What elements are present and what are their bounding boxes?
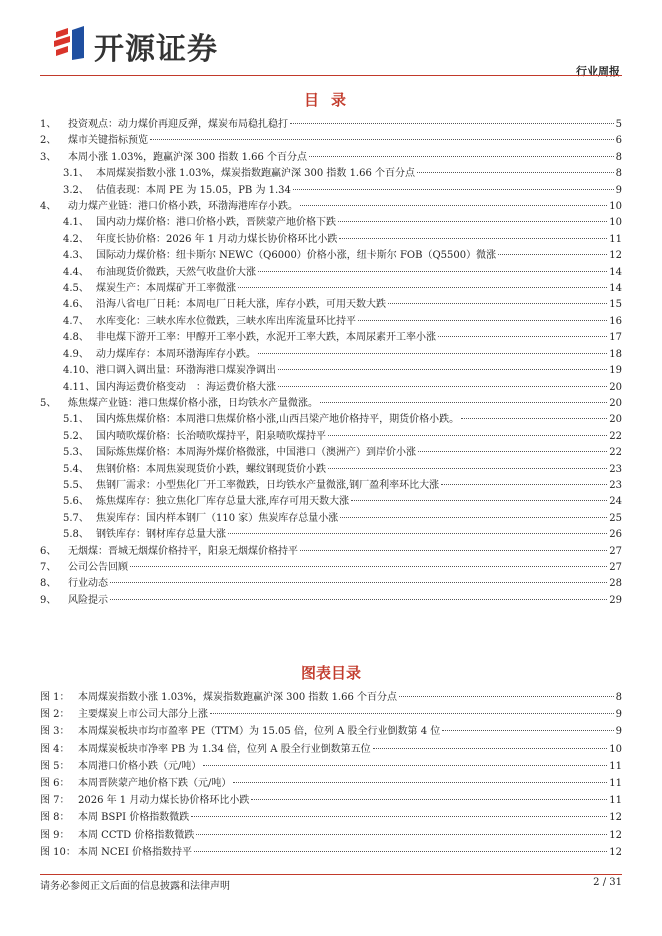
figure-entry[interactable] — [40, 775, 622, 792]
entry-page: 9 — [615, 726, 622, 738]
entry-page: 5 — [615, 119, 622, 130]
entry-number: 8、 — [40, 578, 57, 590]
entry-number: 5.6、 — [63, 496, 89, 508]
toc-entry[interactable] — [40, 494, 622, 510]
entry-number: 5.7、 — [63, 512, 89, 524]
entry-number: 5.1、 — [63, 414, 89, 426]
entry-page: 11 — [609, 233, 622, 245]
entry-number: 图 8： — [40, 812, 70, 824]
entry-page: 9 — [615, 709, 622, 721]
leader-dots — [238, 287, 607, 288]
entry-text: 炼焦煤产业链：港口焦煤价格小涨，日均铁水产量微涨。 — [68, 397, 318, 409]
entry-text: 公司公告回顾 — [68, 561, 128, 573]
toc-entry[interactable] — [40, 412, 622, 428]
entry-text: 焦钢价格：本周焦炭现货价小跌，螺纹钢现货价小跌 — [96, 463, 326, 475]
toc-entry[interactable] — [40, 150, 622, 166]
entry-text: 2026 年 1 月动力煤长协价格环比小跌 — [78, 795, 250, 807]
leader-dots — [300, 205, 607, 206]
leader-dots — [194, 851, 607, 852]
entry-page: 27 — [609, 545, 622, 557]
entry-page: 28 — [609, 578, 622, 590]
toc-list — [40, 117, 622, 609]
entry-text: 本周煤炭指数小涨 1.03%，煤炭指数跑赢沪深 300 指数 1.66 个百分点 — [96, 168, 416, 180]
entry-page: 16 — [609, 315, 622, 327]
entry-page: 24 — [609, 496, 622, 508]
footer-divider — [40, 874, 622, 875]
toc-title: 目录 — [303, 91, 358, 109]
entry-number: 4.8、 — [63, 332, 89, 344]
entry-page: 12 — [609, 812, 622, 824]
entry-number: 5.3、 — [63, 447, 89, 459]
entry-text: 水库变化：三峡水库水位微跌，三峡水库出库流量环比持平 — [96, 315, 356, 327]
entry-number: 图 9： — [40, 829, 70, 841]
toc-entry[interactable] — [40, 232, 622, 248]
entry-page: 11 — [609, 777, 622, 789]
entry-number: 图 10： — [40, 846, 76, 858]
figure-entry[interactable] — [40, 741, 622, 758]
report-type-label: 行业周报 — [576, 65, 620, 78]
toc-entry[interactable] — [40, 133, 622, 149]
entry-text: 沿海八省电厂日耗：本周电厂日耗大涨，库存小跌，可用天数大跌 — [96, 299, 386, 311]
entry-number: 4、 — [40, 201, 57, 213]
page-number: 2 / 31 — [593, 877, 622, 888]
entry-number: 3.2、 — [63, 184, 89, 196]
toc-entry[interactable] — [40, 281, 622, 297]
entry-number: 5、 — [40, 397, 57, 409]
entry-text: 煤市关键指标预览 — [68, 135, 148, 147]
leader-dots — [196, 834, 607, 835]
toc-entry[interactable] — [40, 166, 622, 182]
entry-text: 主要煤炭上市公司大部分上涨 — [78, 709, 208, 721]
entry-number: 4.9、 — [63, 348, 89, 360]
entry-number: 3.1、 — [63, 168, 89, 180]
entry-text: 国际动力煤价格：纽卡斯尔 NEWC（Q6000）价格小涨，纽卡斯尔 FOB（Q5500）微涨 — [96, 250, 497, 262]
leader-dots — [278, 386, 607, 387]
entry-number: 图 3： — [40, 726, 70, 738]
entry-number: 6、 — [40, 545, 57, 557]
entry-text: 本周晋陕蒙产地价格下跌（元/吨） — [78, 777, 232, 789]
entry-page: 8 — [615, 168, 622, 180]
entry-number: 4.5、 — [63, 283, 89, 295]
figure-index-title: 图表目录 — [300, 664, 361, 682]
entry-text: 本周煤炭指数小涨 1.03%，煤炭指数跑赢沪深 300 指数 1.66 个百分点 — [78, 692, 398, 703]
leader-dots — [358, 320, 607, 321]
leader-dots — [210, 713, 614, 714]
entry-page: 12 — [609, 846, 622, 858]
entry-number: 图 5： — [40, 760, 70, 772]
entry-page: 9 — [615, 184, 622, 196]
toc-entry[interactable] — [40, 462, 622, 478]
entry-text: 风险提示 — [68, 594, 108, 606]
leader-dots — [258, 271, 607, 272]
entry-number: 4.1、 — [63, 217, 89, 229]
entry-number: 5.8、 — [63, 529, 89, 541]
entry-number: 图 1： — [40, 692, 70, 703]
entry-text: 动力煤产业链：港口价格小跌，环渤海港库存小跌。 — [68, 201, 298, 213]
entry-page: 20 — [609, 381, 622, 393]
entry-text: 焦钢厂需求：小型焦化厂开工率微跌，日均铁水产量微涨,钢厂盈利率环比大涨 — [96, 479, 440, 491]
leader-dots — [110, 599, 607, 600]
leader-dots — [441, 484, 607, 485]
entry-number: 4.7、 — [63, 315, 89, 327]
toc-entry[interactable] — [40, 363, 622, 379]
entry-page: 10 — [609, 217, 622, 229]
entry-page: 10 — [609, 201, 622, 213]
entry-number: 图 4： — [40, 743, 70, 755]
leader-dots — [320, 402, 607, 403]
entry-text: 行业动态 — [68, 578, 108, 590]
toc-entry[interactable] — [40, 560, 622, 576]
figure-entry[interactable] — [40, 758, 622, 775]
entry-text: 年度长协价格：2026 年 1 月动力煤长协价格环比小跌 — [96, 233, 338, 245]
entry-text: 估值表现：本周 PE 为 15.05，PB 为 1.34 — [96, 184, 291, 196]
entry-text: 本周煤炭板块市均市盈率 PE（TTM）为 15.05 倍，位列 A 股全行业倒数第 4 位 — [78, 726, 441, 738]
toc-entry[interactable] — [40, 330, 622, 346]
entry-page: 6 — [615, 135, 622, 147]
figure-entry[interactable] — [40, 689, 622, 706]
leader-dots — [233, 782, 607, 783]
leader-dots — [150, 139, 614, 140]
entry-page: 29 — [609, 594, 622, 606]
leader-dots — [498, 254, 607, 255]
entry-number: 3、 — [40, 151, 57, 163]
leader-dots — [340, 517, 607, 518]
leader-dots — [300, 550, 607, 551]
entry-number: 图 7： — [40, 795, 70, 807]
leader-dots — [203, 765, 607, 766]
leader-dots — [461, 418, 607, 419]
entry-page: 10 — [609, 743, 622, 755]
entry-text: 煤炭生产：本周煤矿开工率微涨 — [96, 283, 236, 295]
entry-text: 国内海运费价格变动 ：海运费价格大涨 — [96, 381, 276, 393]
entry-number: 2、 — [40, 135, 57, 147]
leader-dots — [278, 369, 607, 370]
entry-page: 11 — [609, 760, 622, 772]
leader-dots — [339, 238, 607, 239]
page-header — [40, 12, 622, 76]
leader-dots — [191, 816, 607, 817]
leader-dots — [328, 468, 607, 469]
entry-number: 4.4、 — [63, 266, 89, 278]
figure-entry[interactable] — [40, 792, 622, 809]
entry-number: 5.4、 — [63, 463, 89, 475]
toc-entry[interactable] — [40, 445, 622, 461]
leader-dots — [399, 696, 614, 697]
entry-text: 布油现货价微跌，天然气收盘价大涨 — [96, 266, 256, 278]
toc-entry[interactable] — [40, 593, 622, 609]
entry-page: 20 — [609, 397, 622, 409]
toc-entry[interactable] — [40, 248, 622, 264]
entry-text: 焦炭库存：国内样本钢厂（110 家）焦炭库存总量小涨 — [96, 512, 339, 524]
leader-dots — [228, 533, 607, 534]
entry-page: 27 — [609, 561, 622, 573]
logo-text: 开源证券 — [94, 32, 218, 67]
figure-entry[interactable] — [40, 723, 622, 740]
header-divider — [40, 75, 622, 76]
entry-text: 无烟煤：晋城无烟煤价格持平，阳泉无烟煤价格持平 — [68, 545, 298, 557]
figure-entry[interactable] — [40, 706, 622, 723]
entry-text: 本周 NCEI 价格指数持平 — [78, 846, 193, 858]
leader-dots — [351, 500, 607, 501]
entry-text: 本周 CCTD 价格指数微跌 — [78, 829, 195, 841]
entry-page: 12 — [609, 250, 622, 262]
toc-entry[interactable] — [40, 511, 622, 527]
entry-page: 20 — [609, 414, 622, 426]
entry-text: 投资观点：动力煤价再迎反弹，煤炭布局稳扎稳打 — [68, 119, 288, 130]
entry-number: 4.2、 — [63, 233, 89, 245]
toc-entry[interactable] — [40, 544, 622, 560]
toc-entry[interactable] — [40, 265, 622, 281]
toc-entry[interactable] — [40, 117, 622, 133]
leader-dots — [258, 353, 607, 354]
entry-text: 本周 BSPI 价格指数微跌 — [78, 812, 190, 824]
entry-page: 8 — [615, 692, 622, 703]
entry-text: 非电煤下游开工率：甲醇开工率小跌，水泥开工率大跌，本周尿素开工率小涨 — [96, 332, 436, 344]
toc-entry[interactable] — [40, 297, 622, 313]
entry-text: 动力煤库存：本周环渤海库存小跌。 — [96, 348, 256, 360]
entry-number: 1、 — [40, 119, 57, 130]
leader-dots — [290, 123, 614, 124]
entry-text: 本周小涨 1.03%，跑赢沪深 300 指数 1.66 个百分点 — [68, 151, 308, 163]
entry-page: 14 — [609, 283, 622, 295]
entry-text: 国际炼焦煤价格：本周海外煤价格微涨，中国港口（澳洲产）到岸价小涨 — [96, 447, 416, 459]
entry-text: 国内动力煤价格：港口价格小跌，晋陕蒙产地价格下跌 — [96, 217, 336, 229]
toc-entry[interactable] — [40, 576, 622, 592]
entry-number: 4.10、 — [63, 365, 96, 377]
leader-dots — [328, 435, 607, 436]
toc-entry[interactable] — [40, 314, 622, 330]
toc-entry[interactable] — [40, 380, 622, 396]
entry-page: 17 — [609, 332, 622, 344]
figure-entry[interactable] — [40, 844, 622, 861]
entry-text: 本周煤炭板块市净率 PB 为 1.34 倍，位列 A 股全行业倒数第五位 — [78, 743, 371, 755]
toc-entry[interactable] — [40, 199, 622, 215]
entry-number: 图 6： — [40, 777, 70, 789]
toc-entry[interactable] — [40, 347, 622, 363]
toc-entry[interactable] — [40, 429, 622, 445]
leader-dots — [417, 172, 614, 173]
entry-page: 22 — [609, 447, 622, 459]
leader-dots — [338, 221, 607, 222]
entry-text: 国内喷吹煤价格：长治喷吹煤持平，阳泉喷吹煤持平 — [96, 430, 326, 442]
figure-entry[interactable] — [40, 809, 622, 826]
entry-number: 5.2、 — [63, 430, 89, 442]
toc-entry[interactable] — [40, 183, 622, 199]
toc-entry[interactable] — [40, 527, 622, 543]
entry-text: 港口调入调出量：环渤海港口煤炭净调出 — [96, 365, 276, 377]
entry-page: 23 — [609, 463, 622, 475]
entry-page: 26 — [609, 529, 622, 541]
entry-page: 12 — [609, 829, 622, 841]
figure-index-list — [40, 689, 622, 861]
entry-page: 14 — [609, 266, 622, 278]
entry-text: 本周港口价格小跌（元/吨） — [78, 760, 202, 772]
entry-number: 4.11、 — [63, 381, 96, 393]
toc-entry[interactable] — [40, 215, 622, 231]
entry-page: 8 — [615, 151, 622, 163]
toc-entry[interactable] — [40, 478, 622, 494]
leader-dots — [418, 451, 607, 452]
leader-dots — [110, 582, 607, 583]
entry-page: 23 — [609, 479, 622, 491]
entry-text: 钢铁库存：钢材库存总量大涨 — [96, 529, 226, 541]
leader-dots — [251, 799, 607, 800]
entry-number: 5.5、 — [63, 479, 89, 491]
leader-dots — [293, 189, 614, 190]
entry-number: 图 2： — [40, 709, 70, 721]
toc-entry[interactable] — [40, 396, 622, 412]
figure-entry[interactable] — [40, 827, 622, 844]
leader-dots — [130, 566, 607, 567]
entry-number: 7、 — [40, 561, 57, 573]
entry-text: 国内炼焦煤价格：本周港口焦煤价格小涨,山西吕梁产地价格持平，期货价格小跌。 — [96, 414, 460, 426]
kaiyuan-logo-icon — [52, 26, 86, 60]
entry-page: 11 — [609, 795, 622, 807]
entry-page: 25 — [609, 512, 622, 524]
leader-dots — [309, 156, 614, 157]
leader-dots — [373, 748, 608, 749]
leader-dots — [438, 336, 607, 337]
entry-text: 炼焦煤库存：独立焦化厂库存总量大涨,库存可用天数大涨 — [96, 496, 350, 508]
entry-page: 18 — [609, 348, 622, 360]
footer-disclaimer: 请务必参阅正文后面的信息披露和法律声明 — [40, 881, 230, 892]
entry-number: 9、 — [40, 594, 57, 606]
entry-page: 19 — [609, 365, 622, 377]
leader-dots — [388, 303, 607, 304]
leader-dots — [442, 730, 613, 731]
entry-number: 4.6、 — [63, 299, 89, 311]
entry-page: 15 — [609, 299, 622, 311]
entry-page: 22 — [609, 430, 622, 442]
entry-number: 4.3、 — [63, 250, 89, 262]
